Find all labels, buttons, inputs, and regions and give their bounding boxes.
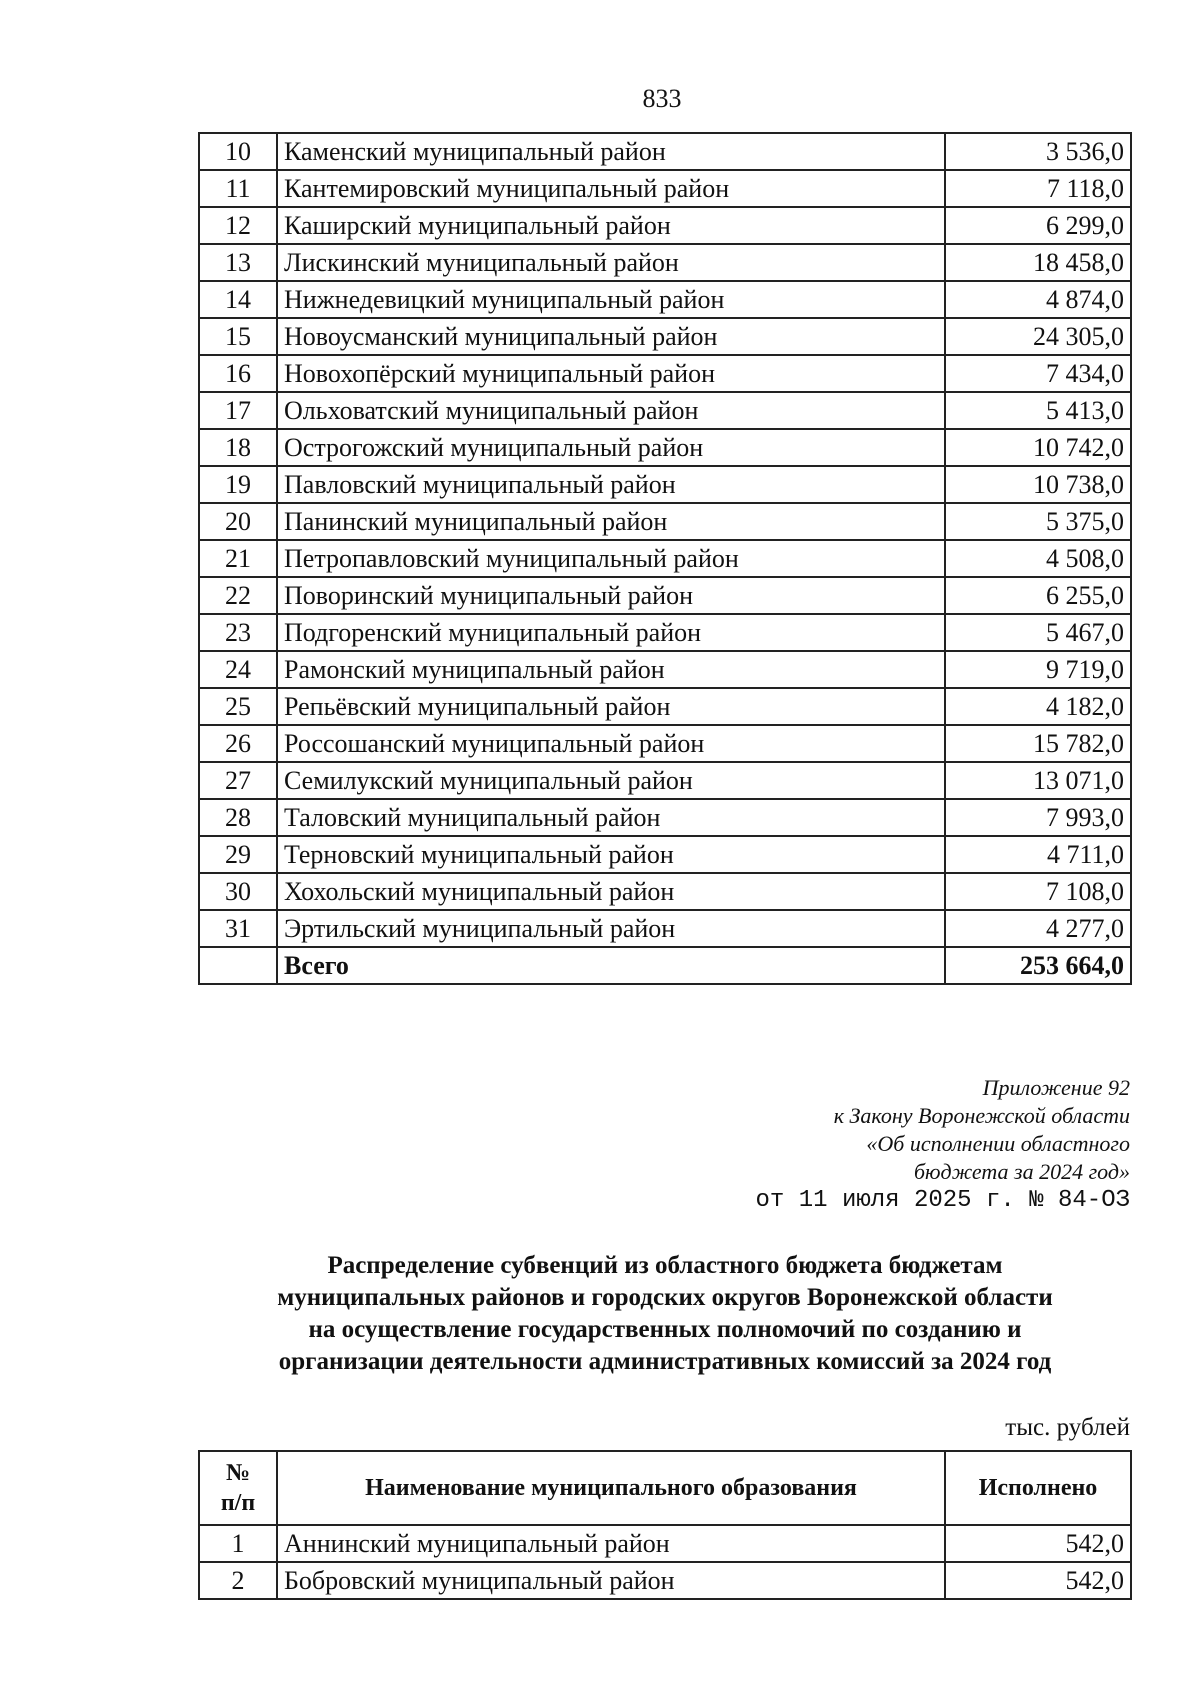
row-name: Аннинский муниципальный район — [277, 1525, 945, 1562]
row-name: Рамонский муниципальный район — [277, 651, 945, 688]
row-name: Эртильский муниципальный район — [277, 910, 945, 947]
row-number: 18 — [199, 429, 277, 466]
table-row — [199, 503, 1131, 540]
row-value: 5 413,0 — [945, 392, 1131, 429]
row-number: 20 — [199, 503, 277, 540]
row-name: Поворинский муниципальный район — [277, 577, 945, 614]
subsidy-table-admin-commissions — [198, 1450, 1132, 1600]
total-value: 253 664,0 — [945, 947, 1131, 984]
row-number: 1 — [199, 1525, 277, 1562]
row-value: 542,0 — [945, 1525, 1131, 1562]
table-row — [199, 799, 1131, 836]
row-number: 16 — [199, 355, 277, 392]
row-value: 7 434,0 — [945, 355, 1131, 392]
table-row — [199, 910, 1131, 947]
table-row — [199, 577, 1131, 614]
page-number: 833 — [642, 84, 682, 113]
row-number: 26 — [199, 725, 277, 762]
row-value: 13 071,0 — [945, 762, 1131, 799]
row-number: 11 — [199, 170, 277, 207]
row-number: 31 — [199, 910, 277, 947]
row-name: Таловский муниципальный район — [277, 799, 945, 836]
title-line-4: организации деятельности административных комиссий за 2024 год — [278, 1348, 1052, 1375]
row-name: Каменский муниципальный район — [277, 133, 945, 170]
table-row — [199, 281, 1131, 318]
row-number: 23 — [199, 614, 277, 651]
row-name: Россошанский муниципальный район — [277, 725, 945, 762]
row-name: Хохольский муниципальный район — [277, 873, 945, 910]
total-num-cell — [199, 947, 277, 984]
row-number: 10 — [199, 133, 277, 170]
row-value: 7 118,0 — [945, 170, 1131, 207]
row-name: Репьёвский муниципальный район — [277, 688, 945, 725]
total-label: Всего — [277, 947, 945, 984]
table-row — [199, 318, 1131, 355]
table-row — [199, 762, 1131, 799]
table-row — [199, 207, 1131, 244]
appendix-number: Приложение 92 — [982, 1075, 1130, 1100]
row-value: 4 277,0 — [945, 910, 1131, 947]
row-number: 24 — [199, 651, 277, 688]
row-name: Терновский муниципальный район — [277, 836, 945, 873]
row-value: 4 711,0 — [945, 836, 1131, 873]
row-value: 18 458,0 — [945, 244, 1131, 281]
row-number: 22 — [199, 577, 277, 614]
table-row — [199, 614, 1131, 651]
appendix-law: к Закону Воронежской области — [833, 1103, 1130, 1128]
row-name: Павловский муниципальный район — [277, 466, 945, 503]
row-value: 4 182,0 — [945, 688, 1131, 725]
row-number: 13 — [199, 244, 277, 281]
row-number: 15 — [199, 318, 277, 355]
row-value: 5 375,0 — [945, 503, 1131, 540]
row-number: 2 — [199, 1562, 277, 1599]
table-row — [199, 392, 1131, 429]
row-number: 29 — [199, 836, 277, 873]
row-name: Лискинский муниципальный район — [277, 244, 945, 281]
row-name: Петропавловский муниципальный район — [277, 540, 945, 577]
row-name: Новоусманский муниципальный район — [277, 318, 945, 355]
row-number: 27 — [199, 762, 277, 799]
table-row — [199, 429, 1131, 466]
row-value: 10 742,0 — [945, 429, 1131, 466]
row-value: 4 508,0 — [945, 540, 1131, 577]
appendix-law-title-1: «Об исполнении областного — [866, 1131, 1130, 1156]
header-num-line2: п/п — [220, 1490, 256, 1516]
row-name: Новохопёрский муниципальный район — [277, 355, 945, 392]
row-number: 12 — [199, 207, 277, 244]
row-value: 7 108,0 — [945, 873, 1131, 910]
row-name: Панинский муниципальный район — [277, 503, 945, 540]
row-number: 28 — [199, 799, 277, 836]
row-value: 3 536,0 — [945, 133, 1131, 170]
row-value: 24 305,0 — [945, 318, 1131, 355]
header-num — [199, 1451, 277, 1525]
title-line-1: Распределение субвенций из областного бюджета бюджетам — [327, 1252, 1003, 1279]
table-row — [199, 133, 1131, 170]
units-label: тыс. рублей — [1005, 1414, 1130, 1441]
table-row — [199, 873, 1131, 910]
row-value: 4 874,0 — [945, 281, 1131, 318]
table-row — [199, 651, 1131, 688]
table2-body — [199, 1525, 1131, 1599]
row-value: 9 719,0 — [945, 651, 1131, 688]
row-name: Кантемировский муниципальный район — [277, 170, 945, 207]
row-number: 19 — [199, 466, 277, 503]
table-row — [199, 836, 1131, 873]
table2-header-row — [199, 1451, 1131, 1525]
subsidy-table-continued — [198, 132, 1132, 985]
appendix-block — [640, 1074, 1130, 1186]
row-name: Каширский муниципальный район — [277, 207, 945, 244]
table-row — [199, 466, 1131, 503]
row-name: Бобровский муниципальный район — [277, 1562, 945, 1599]
document-title — [198, 1250, 1132, 1378]
row-number: 14 — [199, 281, 277, 318]
row-name: Нижнедевицкий муниципальный район — [277, 281, 945, 318]
row-name: Подгоренский муниципальный район — [277, 614, 945, 651]
table-row — [199, 688, 1131, 725]
row-value: 7 993,0 — [945, 799, 1131, 836]
table-row — [199, 725, 1131, 762]
table-row — [199, 540, 1131, 577]
table-row — [199, 1562, 1131, 1599]
decree-stamp: от 11 июля 2025 г. № 84-ОЗ — [755, 1187, 1130, 1214]
table-row — [199, 170, 1131, 207]
row-number: 17 — [199, 392, 277, 429]
table-row — [199, 1525, 1131, 1562]
row-value: 542,0 — [945, 1562, 1131, 1599]
row-number: 30 — [199, 873, 277, 910]
table-row — [199, 244, 1131, 281]
header-value: Исполнено — [945, 1451, 1131, 1525]
row-value: 10 738,0 — [945, 466, 1131, 503]
table-row — [199, 355, 1131, 392]
row-name: Семилукский муниципальный район — [277, 762, 945, 799]
row-number: 25 — [199, 688, 277, 725]
row-value: 15 782,0 — [945, 725, 1131, 762]
row-number: 21 — [199, 540, 277, 577]
row-name: Ольховатский муниципальный район — [277, 392, 945, 429]
row-value: 5 467,0 — [945, 614, 1131, 651]
row-name: Острогожский муниципальный район — [277, 429, 945, 466]
table1-body — [199, 133, 1131, 947]
appendix-law-title-2: бюджета за 2024 год» — [913, 1159, 1130, 1184]
header-name: Наименование муниципального образования — [277, 1451, 945, 1525]
title-line-2: муниципальных районов и городских округов Воронежской области — [277, 1284, 1053, 1311]
total-row — [199, 947, 1131, 984]
title-line-3: на осуществление государственных полномочий по созданию и — [308, 1316, 1022, 1343]
header-num-line1: № — [225, 1460, 251, 1486]
row-value: 6 255,0 — [945, 577, 1131, 614]
row-value: 6 299,0 — [945, 207, 1131, 244]
